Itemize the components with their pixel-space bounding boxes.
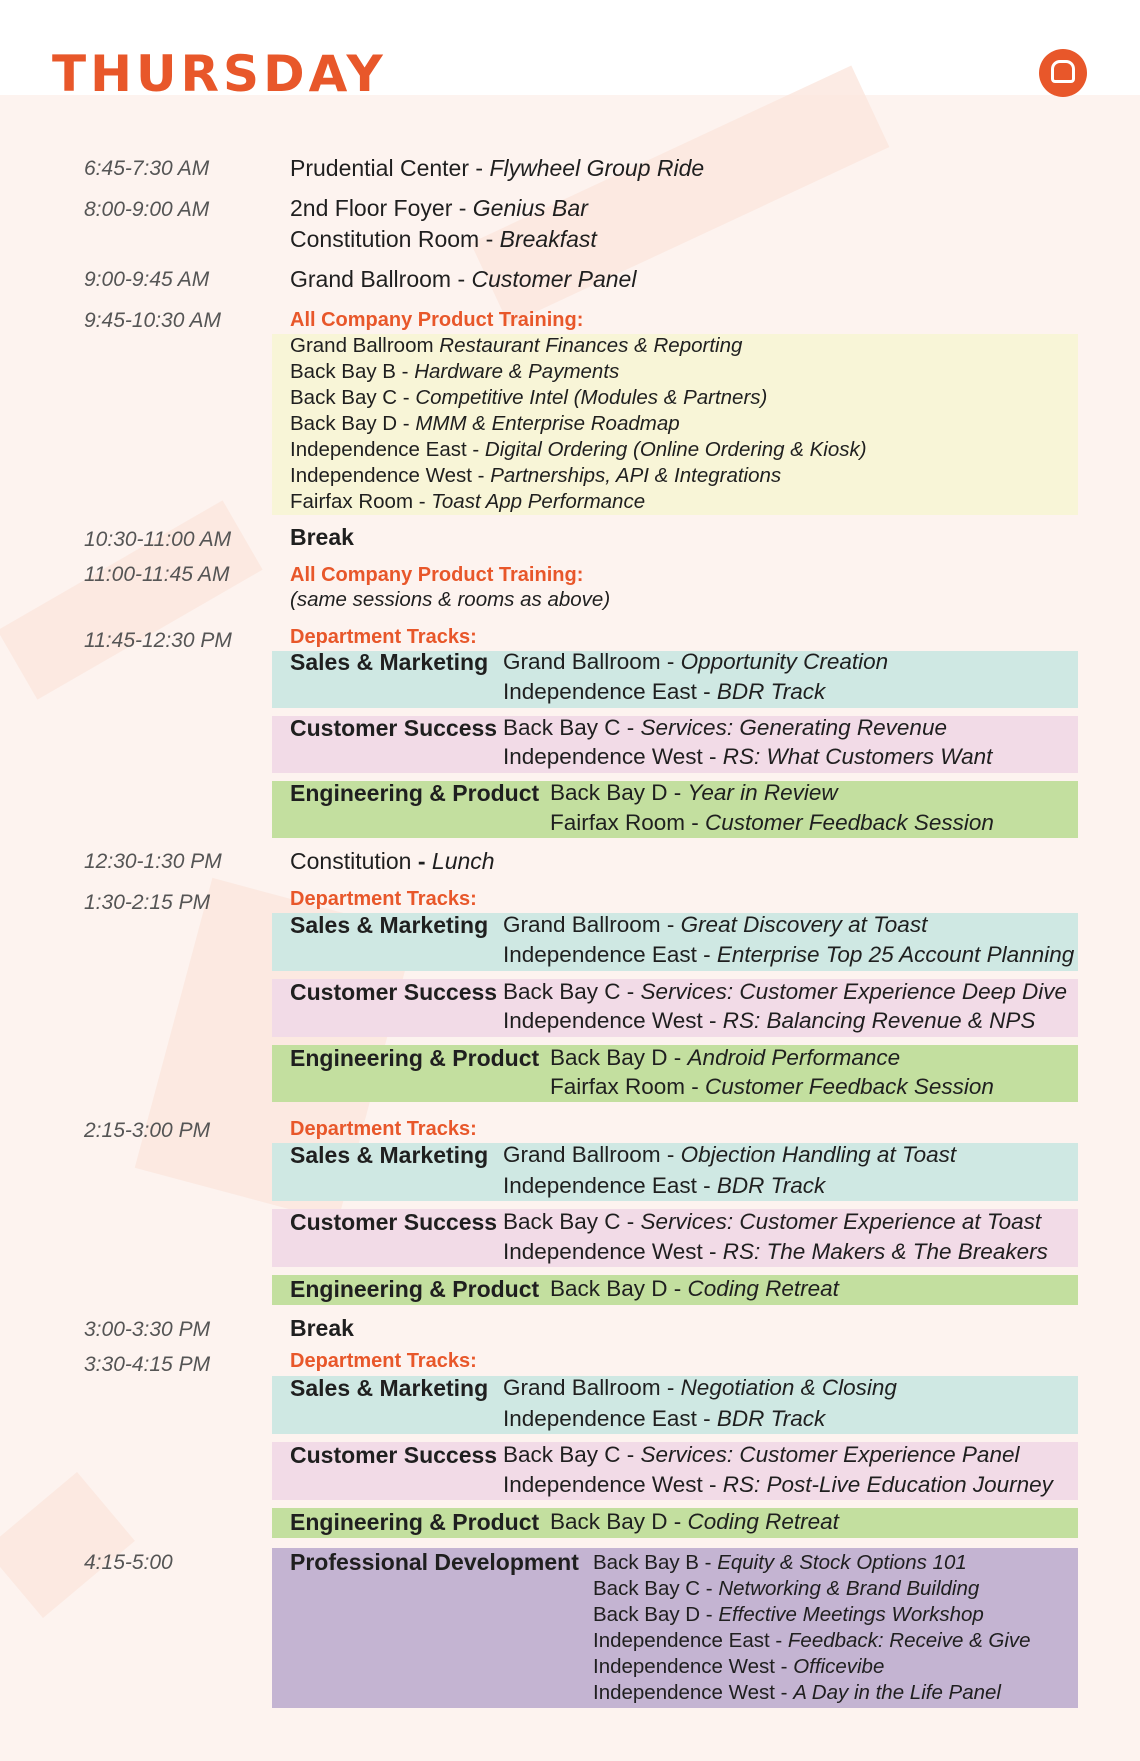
section-label: All Company Product Training: <box>290 564 584 586</box>
time-slot: 8:00-9:00 AM <box>84 198 210 221</box>
track-name: Professional Development <box>290 1549 579 1575</box>
session-row: Fairfax Room - Toast App Performance <box>290 490 646 513</box>
session-row: Grand Ballroom - Objection Handling at Toast <box>503 1142 957 1167</box>
session-row: Back Bay D - Android Performance <box>550 1045 901 1070</box>
session-row: Back Bay D - Coding Retreat <box>550 1276 839 1301</box>
time-slot: 10:30-11:00 AM <box>84 528 232 551</box>
track-name: Sales & Marketing <box>290 1142 489 1168</box>
session-row: Independence East - Enterprise Top 25 Account Planning <box>503 942 1075 967</box>
session-row: Independence West - RS: What Customers Want <box>503 744 993 769</box>
session-row: Back Bay B - Hardware & Payments <box>290 360 620 383</box>
track-name: Engineering & Product <box>290 1045 540 1071</box>
session-row: Grand Ballroom - Great Discovery at Toast <box>503 912 928 937</box>
session-row: Back Bay C - Services: Generating Revenue <box>503 715 947 740</box>
time-slot: 1:30-2:15 PM <box>84 891 211 914</box>
time-slot: 2:15-3:00 PM <box>84 1119 211 1142</box>
track-name: Customer Success <box>290 715 498 741</box>
time-slot: 11:00-11:45 AM <box>84 563 230 586</box>
time-slot: 9:45-10:30 AM <box>84 309 221 332</box>
section-label: Department Tracks: <box>290 626 477 648</box>
time-slot: 3:00-3:30 PM <box>84 1318 211 1341</box>
session-row: Independence West - RS: Post-Live Education Journey <box>503 1472 1053 1497</box>
session-row: Back Bay C - Competitive Intel (Modules & Partners) <box>290 386 768 409</box>
session-row: Independence West - RS: The Makers & The Breakers <box>503 1239 1048 1264</box>
page-title: THURSDAY <box>52 45 387 103</box>
section-label: Department Tracks: <box>290 888 477 910</box>
time-slot: 4:15-5:00 <box>84 1551 173 1574</box>
session-row: Independence West - Partnerships, API & Integrations <box>290 464 782 487</box>
section-label: Department Tracks: <box>290 1350 477 1372</box>
session-row: Grand Ballroom - Negotiation & Closing <box>503 1375 897 1400</box>
session-row: Independence East - Feedback: Receive & Give <box>593 1629 1031 1652</box>
time-slot: 12:30-1:30 PM <box>84 850 222 873</box>
session-row: Back Bay C - Services: Customer Experience Panel <box>503 1442 1020 1467</box>
schedule-event: Constitution - Lunch <box>290 848 495 874</box>
session-row: Independence West - RS: Balancing Revenue & NPS <box>503 1008 1036 1033</box>
session-row: Grand Ballroom - Opportunity Creation <box>503 649 889 674</box>
schedule-event: Grand Ballroom - Customer Panel <box>290 266 637 292</box>
session-row: Independence East - Digital Ordering (Online Ordering & Kiosk) <box>290 438 867 461</box>
time-slot: 9:00-9:45 AM <box>84 268 210 291</box>
session-row: Independence East - BDR Track <box>503 679 826 704</box>
schedule-event: Prudential Center - Flywheel Group Ride <box>290 155 705 181</box>
schedule-event: Constitution Room - Breakfast <box>290 226 597 252</box>
track-name: Sales & Marketing <box>290 649 489 675</box>
track-name: Sales & Marketing <box>290 912 489 938</box>
session-row: Back Bay C - Services: Customer Experience at Toast <box>503 1209 1042 1234</box>
time-slot: 3:30-4:15 PM <box>84 1353 211 1376</box>
session-row: Grand Ballroom Restaurant Finances & Reporting <box>290 334 743 357</box>
session-row: Back Bay D - Year in Review <box>550 780 838 805</box>
track-name: Sales & Marketing <box>290 1375 489 1401</box>
track-name: Customer Success <box>290 1442 498 1468</box>
track-name: Customer Success <box>290 1209 498 1235</box>
session-row: Back Bay D - Effective Meetings Workshop <box>593 1603 984 1626</box>
track-name: Engineering & Product <box>290 1276 540 1302</box>
session-row: Back Bay B - Equity & Stock Options 101 <box>593 1551 967 1574</box>
break-label: Break <box>290 524 354 550</box>
time-slot: 11:45-12:30 PM <box>84 629 232 652</box>
time-slot: 6:45-7:30 AM <box>84 157 210 180</box>
schedule-event: 2nd Floor Foyer - Genius Bar <box>290 195 588 221</box>
session-row: Independence East - BDR Track <box>503 1406 826 1431</box>
session-row: Independence West - Officevibe <box>593 1655 885 1678</box>
track-name: Engineering & Product <box>290 1509 540 1535</box>
session-row: Back Bay D - MMM & Enterprise Roadmap <box>290 412 680 435</box>
session-row: Back Bay D - Coding Retreat <box>550 1509 839 1534</box>
session-row: Independence East - BDR Track <box>503 1173 826 1198</box>
track-name: Customer Success <box>290 979 498 1005</box>
session-row: Fairfax Room - Customer Feedback Session <box>550 1074 994 1099</box>
session-note: (same sessions & rooms as above) <box>290 588 611 611</box>
section-label: Department Tracks: <box>290 1118 477 1140</box>
session-row: Independence West - A Day in the Life Panel <box>593 1681 1001 1704</box>
break-label: Break <box>290 1315 354 1341</box>
session-row: Fairfax Room - Customer Feedback Session <box>550 810 994 835</box>
toast-logo-icon <box>1039 49 1087 97</box>
session-row: Back Bay C - Services: Customer Experience Deep Dive <box>503 979 1067 1004</box>
section-label: All Company Product Training: <box>290 309 584 331</box>
track-name: Engineering & Product <box>290 780 540 806</box>
session-row: Back Bay C - Networking & Brand Building <box>593 1577 980 1600</box>
